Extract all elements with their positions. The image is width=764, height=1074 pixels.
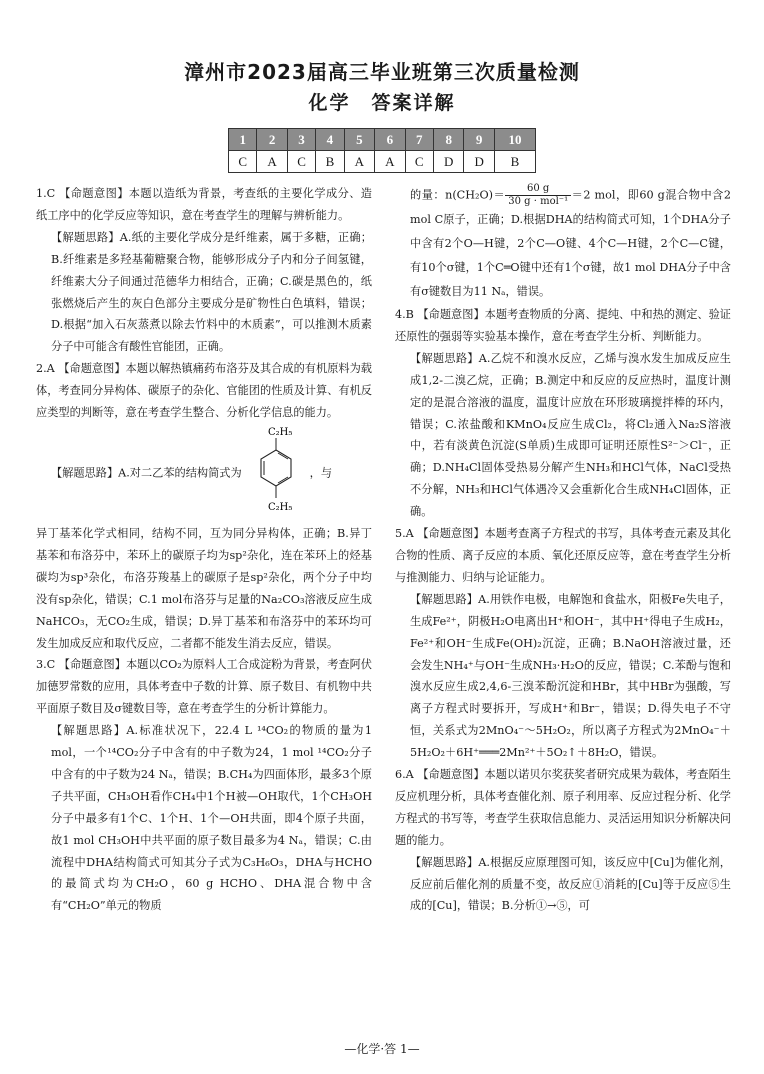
q6-analysis: 【解题思路】A.根据反应原理图可知，该反应中[Cu]为催化剂，反应前后催化剂的质量不变，故反应①消耗的[Cu]等于反应⑤生成的[Cu]，错误；B.分析①→⑤，可 bbox=[410, 855, 731, 913]
question-number-cell: 5 bbox=[344, 129, 374, 151]
q4-analysis: 【解题思路】A.乙烷不和溴水反应，乙烯与溴水发生加成反应生成1,2-二溴乙烷，正确；B.测定中和反应的反应热时，温度计测定的是混合溶液的温度，温度计应放在环形玻璃搅拌棒的环内，错误；C.浓盐酸和KMnO₄反应生成Cl₂，将Cl₂通入Na₂S溶液中，若有淡黄色沉淀(S单质)生成即可证明还原性S²⁻＞Cl⁻，正确；D.NH₄Cl固体受热易分解产生NH₃和HCl气体，NaCl受热不分解，NH₃和HCl气体遇冷又会重新化合生成NH₄Cl固体，正确。 bbox=[410, 351, 731, 519]
structure-bottom-label: C₂H₅ bbox=[267, 501, 293, 513]
question-number-cell: 10 bbox=[494, 129, 535, 151]
answer-cell: D bbox=[433, 151, 463, 173]
left-column bbox=[36, 183, 372, 917]
q2-intro: 2.A 【命题意图】本题以解热镇痛药布洛芬及其合成的有机原料为载体，考查同分异构体、碳原子的杂化、官能团的性质及计算、有机反应类型的判断等，意在考查学生整合、分析化学信息的能力。 bbox=[36, 362, 372, 420]
page-footer: —化学·答 1— bbox=[344, 1042, 420, 1056]
q2-analysis-a bbox=[36, 424, 372, 523]
answer-cell: A bbox=[375, 151, 405, 173]
answer-cell: B bbox=[494, 151, 535, 173]
question-number-cell: 9 bbox=[464, 129, 494, 151]
answer-cell: A bbox=[257, 151, 287, 173]
answer-cell: D bbox=[464, 151, 494, 173]
answer-cell: B bbox=[316, 151, 344, 173]
benzene-ring-diagram bbox=[248, 424, 304, 516]
q3-analysis: 【解题思路】A.标准状况下，22.4 L ¹⁴CO₂的物质的量为1 mol，一个¹⁴CO₂分子中含有的中子数为24，1 mol ¹⁴CO₂分子中含有的中子数为24 Nₐ，错误；B.CH₄为四面体形，最多3个原子共平面，CH₃OH看作CH₄中1个H被—OH取代，1个CH₃OH分子中最多有1个C、1个H、1个—OH共面，即4个原子共面，故1 mol CH₃OH中共平面的原子数目最多为4 Nₐ，错误；C.由流程中DHA结构简式可知其分子式为C₃H₆O₃，DHA与HCHO的最简式均为CH₂O，60 g HCHO、DHA混合物中含有“CH₂O”单元的物质 bbox=[51, 724, 372, 913]
page-title: 漳州市2023届高三毕业班第三次质量检测 bbox=[184, 60, 580, 84]
fraction-numerator: 60 g bbox=[505, 183, 571, 196]
answer-cell: A bbox=[344, 151, 374, 173]
q5-analysis: 【解题思路】A.用铁作电极，电解饱和食盐水，阳极Fe失电子，生成Fe²⁺，阴极H₂O电离出H⁺和OH⁻，其中H⁺得电子生成H₂，Fe²⁺和OH⁻生成Fe(OH)₂沉淀，正确；B.NaOH溶液过量，还会发生NH₄⁺与OH⁻生成NH₃·H₂O的反应，错误；C.苯酚与饱和溴水反应生成2,4,6-三溴苯酚沉淀和HBr，其中HBr为强酸，写离子方程式时要拆开，写成H⁺和Br⁻，错误；D.得失电子不守恒，关系式为2MnO₄⁻～5H₂O₂，所以离子方程式为2MnO₄⁻＋5H₂O₂＋6H⁺═══2Mn²⁺＋5O₂↑＋8H₂O，错误。 bbox=[410, 592, 731, 760]
q1-analysis: 【解题思路】A.纸的主要化学成分是纤维素，属于多糖，正确；B.纤维素是多羟基葡糖聚合物，能够形成分子内和分子间氢键，纤维素大分子间通过范德华力相结合，正确；C.碳是黑色的，纸张燃烧后产生的灰白色部分主要成分是矿物性白色填料，错误；D.根据“加入石灰蒸煮以除去竹料中的木质素”，可以推测木质素分子中可能含有酸性官能团，正确。 bbox=[51, 230, 372, 354]
diethylbenzene-structure bbox=[248, 424, 304, 523]
answer-cell: C bbox=[229, 151, 257, 173]
answer-cell: C bbox=[405, 151, 433, 173]
answer-table-answer-row bbox=[229, 151, 536, 173]
question-number-cell: 7 bbox=[405, 129, 433, 151]
q6-intro: 6.A 【命题意图】本题以诺贝尔奖获奖者研究成果为载体，考查陌生反应机理分析，具体考查催化剂、原子利用率、反应过程分析、化学方程式的书写等，考查学生获取信息能力、灵活运用知识分析解决问题的能力。 bbox=[395, 768, 731, 847]
answer-table-header-row bbox=[229, 129, 536, 151]
question-number-cell: 8 bbox=[433, 129, 463, 151]
question-number-cell: 2 bbox=[257, 129, 287, 151]
q2-analysis-a-text: 【解题思路】A.对二乙苯的结构简式为 bbox=[51, 466, 242, 480]
q3-cont-b: ＝2 mol，即60 g混合物中含2 mol C原子，正确；D.根据DHA的结构简式可知，1个DHA分子中含有2个O—H键，2个C—O键、4个C—H键，2个C—C键，有10个σ键，1个C═O键中还有1个σ键，故1 mol DHA分子中含有σ键数目为11 Nₐ，错误。 bbox=[410, 188, 731, 298]
q2-analysis-b: 异丁基苯化学式相同，结构不同，互为同分异构体，正确；B.异丁基苯和布洛芬中，苯环上的碳原子均为sp²杂化，连在苯环上的烃基碳均为sp³杂化，布洛芬羧基上的碳原子是sp²杂化，两个分子中均没有sp杂化，错误；C.1 mol布洛芬与足量的Na₂CO₃溶液反应生成NaHCO₃，无CO₂生成，错误；D.异丁基苯和布洛芬中的苯环均可发生加成反应和取代反应，二者都不能发生消去反应，错误。 bbox=[36, 526, 372, 650]
q1-intro: 1.C 【命题意图】本题以造纸为背景，考查纸的主要化学成分、造纸工序中的化学反应等知识，意在考查学生的理解与辨析能力。 bbox=[36, 187, 372, 222]
q3-intro: 3.C 【命题意图】本题以CO₂为原料人工合成淀粉为背景，考查阿伏加德罗常数的应用，具体考查中子数的计算、原子数目、有机物中共平面原子数目及σ键数目等，意在考查学生的分析计算能力。 bbox=[36, 658, 372, 716]
question-number-cell: 6 bbox=[375, 129, 405, 151]
q3-continued bbox=[395, 183, 731, 304]
question-number-cell: 3 bbox=[287, 129, 315, 151]
question-number-cell: 1 bbox=[229, 129, 257, 151]
q5-intro: 5.A 【命题意图】本题考查离子方程式的书写，具体考查元素及其化合物的性质、离子反应的本质、氧化还原反应等，意在考查学生分析与推测能力、归纳与论证能力。 bbox=[395, 527, 731, 584]
q3-cont-a: 的量：n(CH₂O)＝ bbox=[410, 188, 506, 202]
q4-intro: 4.B 【命题意图】本题考查物质的分离、提纯、中和热的测定、验证还原性的强弱等实验基本操作，意在考查学生分析、判断能力。 bbox=[395, 308, 731, 343]
structure-top-label: C₂H₅ bbox=[267, 426, 293, 438]
answer-table bbox=[228, 128, 536, 173]
fraction-denominator: 30 g · mol⁻¹ bbox=[508, 196, 569, 207]
right-column bbox=[395, 183, 731, 917]
molar-fraction bbox=[505, 183, 571, 208]
answer-cell: C bbox=[287, 151, 315, 173]
page-subtitle: 化学 答案详解 bbox=[308, 92, 456, 114]
q2-analysis-a-tail: ，与 bbox=[309, 466, 333, 480]
question-number-cell: 4 bbox=[316, 129, 344, 151]
